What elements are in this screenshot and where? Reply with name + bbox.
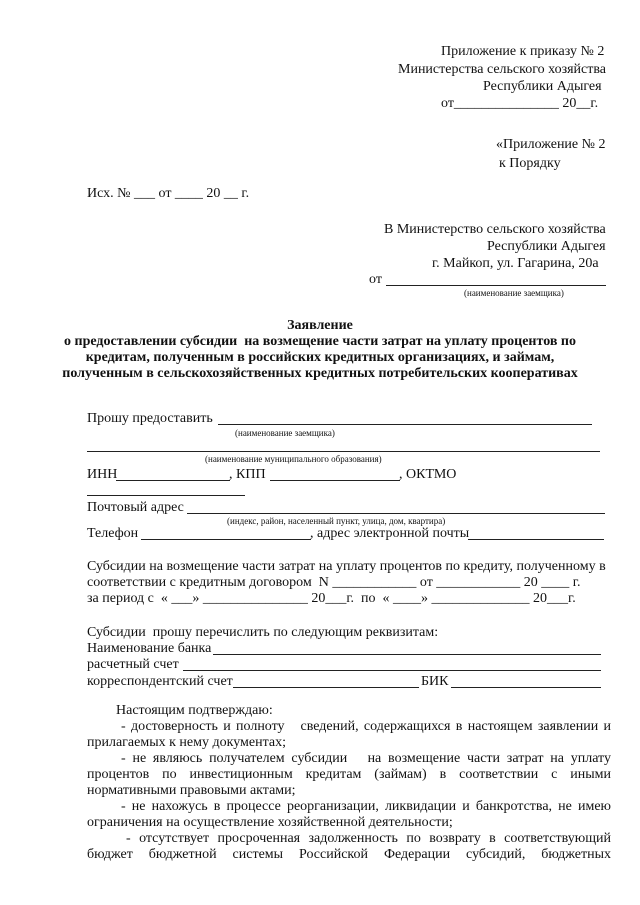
phone-field-line [141, 539, 311, 540]
confirm-item-2-end: нормативными правовыми актами; [87, 783, 296, 798]
municipal-hint: (наименование муниципального образования) [205, 454, 382, 464]
postal-field-line [187, 513, 605, 514]
bank-intro: Субсидии прошу перечислить по следующим реквизитам: [87, 625, 439, 640]
annex-procedure: к Порядку [499, 156, 561, 171]
subsidy-period-line: за период с « ___» _______________ 20___г. по « ____» ______________ 20___г. [87, 591, 576, 606]
confirm-item-2: - не являюсь получателем субсидии на возмещение части затрат на уплату [121, 751, 611, 766]
borrower-field-line [218, 424, 592, 425]
subsidy-contract-line: соответствии с кредитным договором N ____________ от ____________ 20 ____ г. [87, 575, 581, 590]
postal-label: Почтовый адрес [87, 500, 184, 515]
account-label: расчетный счет [87, 657, 179, 672]
postal-hint: (индекс, район, населенный пункт, улица, дом, квартира) [227, 516, 446, 526]
appendix-order-line: Приложение к приказу № 2 [441, 44, 605, 59]
from-label: от [369, 272, 382, 287]
email-field-line [468, 539, 604, 540]
bank-name-field-line [213, 654, 601, 655]
confirm-item-3-cont: ограничения на осуществление хозяйственной деятельности; [87, 815, 453, 830]
from-field-line [386, 285, 606, 286]
addressee-republic: Республики Адыгея [487, 239, 606, 254]
municipal-field-line [87, 451, 600, 452]
addressee-ministry: В Министерство сельского хозяйства [384, 222, 606, 237]
confirm-item-1-cont: прилагаемых к нему документах; [87, 735, 286, 750]
request-label: Прошу предоставить [87, 411, 213, 426]
inn-field-line [116, 480, 230, 481]
addressee-address: г. Майкоп, ул. Гагарина, 20а [432, 256, 599, 271]
annex-number: «Приложение № 2 [496, 137, 606, 152]
phone-label: Телефон [87, 526, 139, 541]
subsidy-line-1: Субсидии на возмещение части затрат на уплату процентов по кредиту, полученному в [87, 559, 606, 574]
ministry-line: Министерства сельского хозяйства [398, 62, 607, 77]
kpp-field-line [270, 480, 400, 481]
title-line-4: полученным в сельскохозяйственных кредитных потребительских кооперативах [62, 366, 578, 381]
outgoing-number: Исх. № ___ от ____ 20 __ г. [87, 186, 250, 201]
order-date-line: от_______________ 20__г. [441, 96, 599, 111]
corr-account-field-line [233, 687, 419, 688]
account-field-line [183, 670, 601, 671]
confirm-item-3: - не нахожусь в процессе реорганизации, ликвидации и банкротства, не имею [121, 799, 611, 814]
bik-label: БИК [421, 674, 449, 689]
republic-line: Республики Адыгея [483, 79, 602, 94]
corr-account-label: корреспондентский счет [87, 674, 233, 689]
confirm-item-4: - отсутствует просроченная задолженность по возврату в соответствующий [126, 831, 611, 846]
bank-name-label: Наименование банка [87, 641, 212, 656]
oktmo-field-line [87, 495, 245, 496]
confirm-item-4-cont: бюджет бюджетной системы Российской Федерации субсидий, бюджетных [87, 847, 611, 862]
title-line-2: о предоставлении субсидии на возмещение части затрат на уплату процентов по [64, 334, 576, 349]
document-title: Заявление [287, 318, 353, 333]
title-line-3: кредитам, полученным в российских кредитных организациях, и займам, [85, 350, 555, 365]
confirm-item-1: - достоверность и полноту сведений, содержащихся в настоящем заявлении и [121, 719, 611, 734]
bik-field-line [451, 687, 601, 688]
oktmo-label: , ОКТМО [399, 467, 457, 482]
email-label: , адрес электронной почты [310, 526, 470, 541]
from-hint: (наименование заемщика) [464, 288, 564, 298]
confirm-item-2-cont: процентов по инвестиционным кредитам (займам) в соответствии с иными [87, 767, 611, 782]
kpp-label: , КПП [229, 467, 266, 482]
borrower-hint: (наименование заемщика) [235, 428, 335, 438]
confirm-intro: Настоящим подтверждаю: [116, 703, 273, 718]
inn-label: ИНН [87, 467, 118, 482]
